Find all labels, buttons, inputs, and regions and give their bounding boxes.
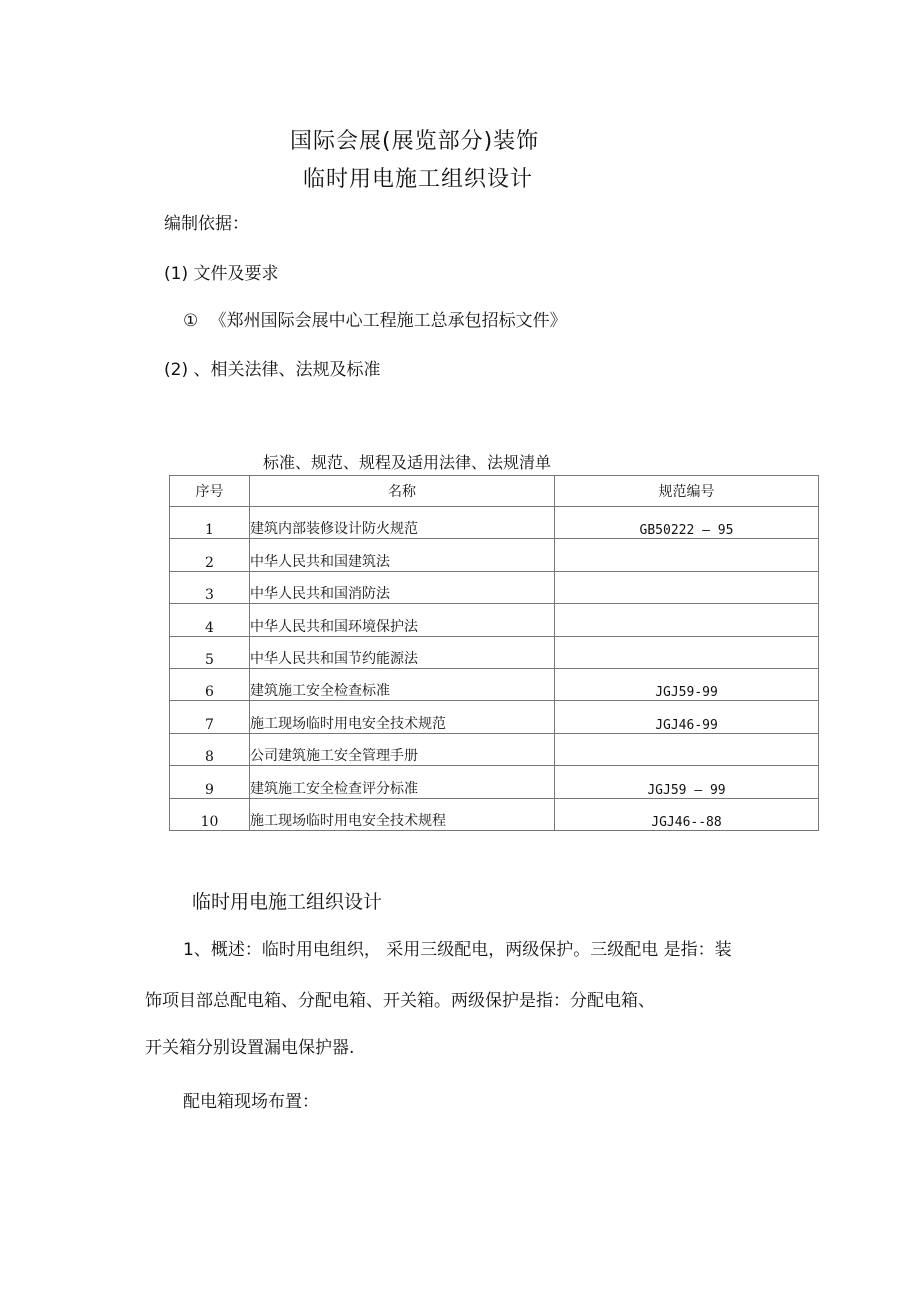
row-name: 公司建筑施工安全管理手册	[250, 733, 555, 765]
row-index: 5	[170, 636, 250, 668]
table-row	[170, 733, 819, 765]
table-row	[170, 539, 819, 571]
basis-subitem-1	[183, 306, 567, 331]
row-name: 建筑施工安全检查评分标准	[250, 766, 555, 798]
overview-line-2: 饰项目部总配电箱、分配电箱、开关箱。两级保护是指：分配电箱、	[145, 991, 655, 1011]
row-index: 6	[170, 668, 250, 700]
row-index: 1	[170, 507, 250, 539]
document-title-line2: 临时用电施工组织设计	[303, 167, 534, 192]
row-name: 建筑内部装修设计防火规范	[250, 507, 555, 539]
row-name: 建筑施工安全检查标准	[250, 668, 555, 700]
header-name: 名称	[250, 476, 555, 507]
row-name: 中华人民共和国环境保护法	[250, 604, 555, 636]
distribution-box-layout-heading: 配电箱现场布置：	[183, 1092, 319, 1112]
basis-subitem-1-text: 《郑州国际会展中心工程施工总承包招标文件》	[209, 311, 567, 331]
row-name: 中华人民共和国消防法	[250, 571, 555, 603]
row-code: JGJ59 — 99	[555, 766, 819, 798]
table-row	[170, 798, 819, 830]
table-row	[170, 668, 819, 700]
overview-line-3: 开关箱分别设置漏电保护器.	[145, 1038, 355, 1058]
table-row	[170, 571, 819, 603]
circled-one-marker: ①	[183, 311, 199, 331]
table-header-row	[170, 476, 819, 507]
row-index: 8	[170, 733, 250, 765]
table-row	[170, 701, 819, 733]
table-row	[170, 507, 819, 539]
row-name: 中华人民共和国节约能源法	[250, 636, 555, 668]
basis-item-2-number: (2)	[164, 360, 189, 380]
row-code: JGJ46-99	[555, 701, 819, 733]
row-code: JGJ59-99	[555, 668, 819, 700]
row-index: 2	[170, 539, 250, 571]
basis-item-2	[164, 355, 381, 380]
row-index: 3	[170, 571, 250, 603]
row-index: 10	[170, 798, 250, 830]
basis-item-2-text: 、相关法律、法规及标准	[193, 360, 381, 380]
row-code	[555, 636, 819, 668]
basis-item-1	[164, 259, 279, 284]
design-heading: 临时用电施工组织设计	[192, 891, 383, 913]
document-title-line1: 国际会展(展览部分)装饰	[290, 129, 540, 154]
overview-line-1	[183, 935, 732, 960]
row-code	[555, 571, 819, 603]
standards-table	[169, 475, 819, 831]
row-code	[555, 539, 819, 571]
row-code	[555, 604, 819, 636]
basis-item-1-number: (1)	[164, 264, 189, 284]
row-code: JGJ46--88	[555, 798, 819, 830]
header-code: 规范编号	[555, 476, 819, 507]
table-row	[170, 636, 819, 668]
overview-number: 1	[183, 940, 194, 960]
row-code	[555, 733, 819, 765]
row-index: 4	[170, 604, 250, 636]
table-caption: 标准、规范、规程及适用法律、法规清单	[263, 453, 552, 472]
row-name: 施工现场临时用电安全技术规范	[250, 701, 555, 733]
row-code: GB50222 — 95	[555, 507, 819, 539]
basis-item-1-text: 文件及要求	[193, 264, 279, 284]
basis-heading: 编制依据：	[164, 214, 249, 234]
table-row	[170, 766, 819, 798]
row-name: 中华人民共和国建筑法	[250, 539, 555, 571]
header-index: 序号	[170, 476, 250, 507]
table-row	[170, 604, 819, 636]
overview-line-1-text: 、概述：临时用电组织， 采用三级配电，两级保护。三级配电 是指：装	[193, 940, 732, 960]
row-index: 9	[170, 766, 250, 798]
row-name: 施工现场临时用电安全技术规程	[250, 798, 555, 830]
row-index: 7	[170, 701, 250, 733]
